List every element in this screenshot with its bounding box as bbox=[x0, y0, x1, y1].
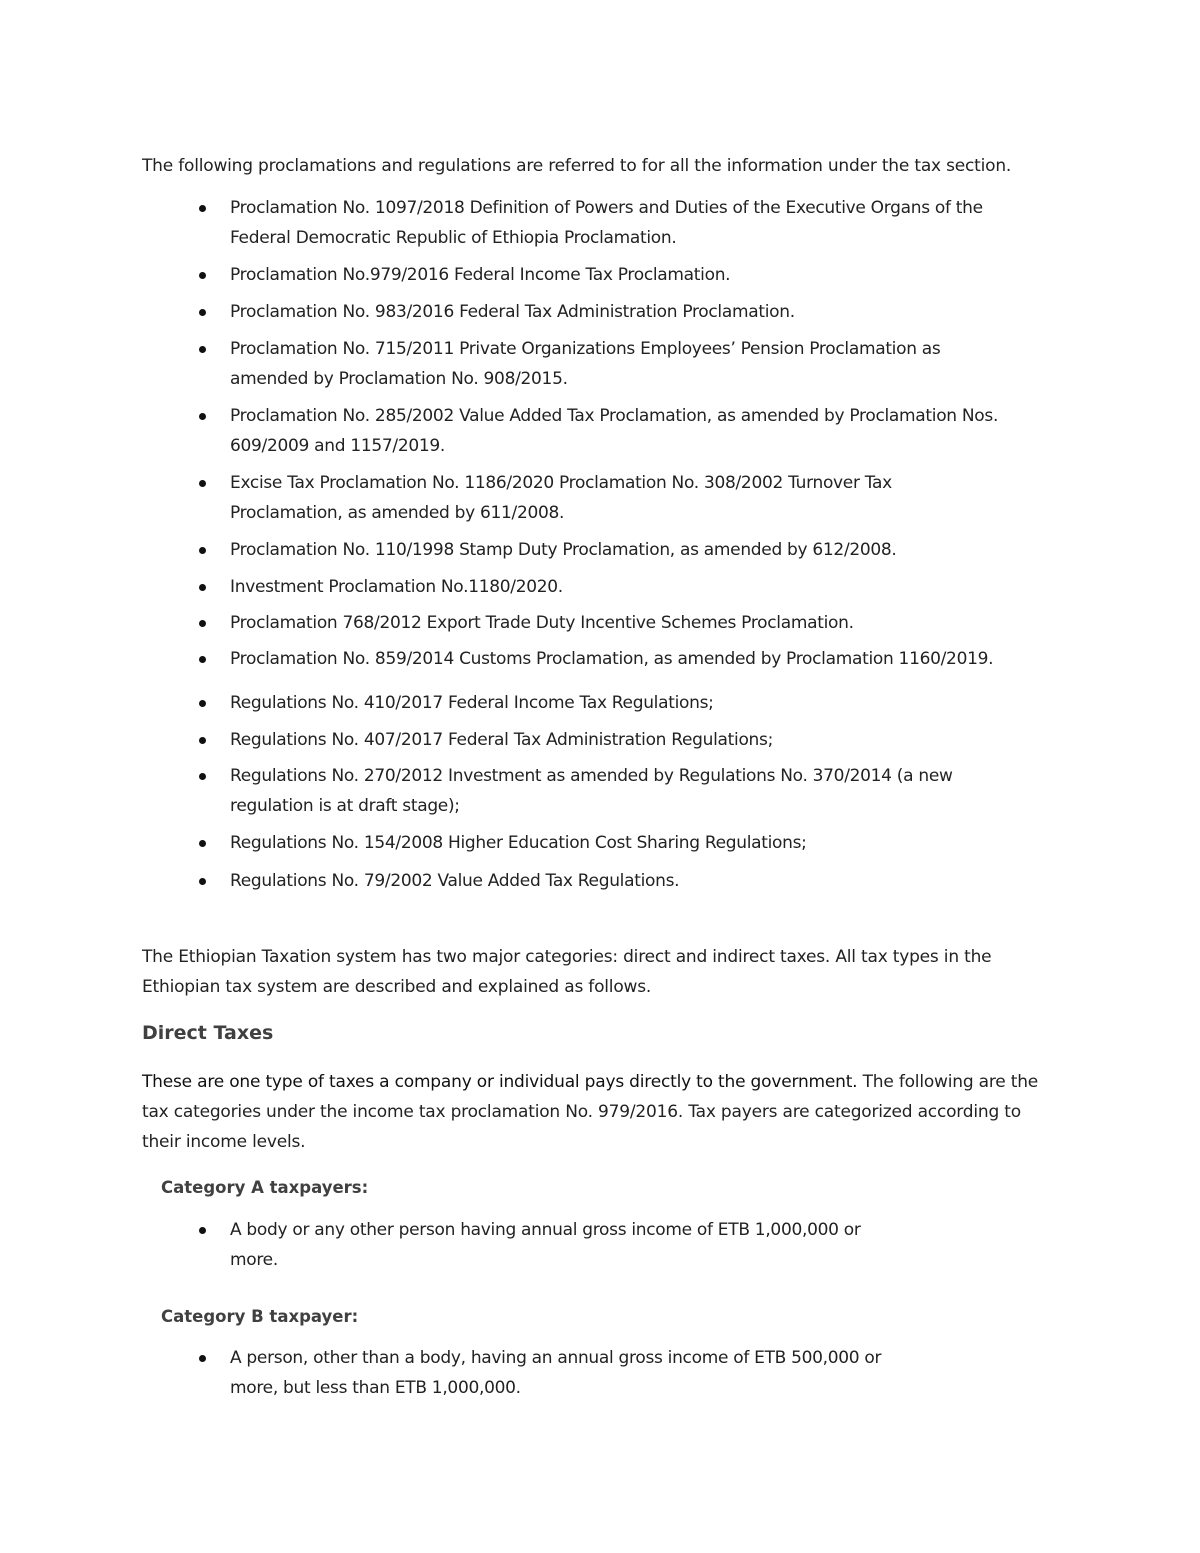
document-page: The following proclamations and regulations are referred to for all the information under the tax section. Proclamation No. 1097/2018 Definition of Powers and Duties of the Executive Organs of the Federal Democratic Republic of Ethiopia Proclamation. Proclamation No.979/2016 Federal Income Tax Proclamation. Proclamation No. 983/2016 Federal Tax Administration Proclamation. Proclamation No. 715/2011 Private Organizations Employees’ Pension Proclamation as amended by Proclamation No. 908/2015. Proclamation No. 285/2002 Value Added Tax Proclamation, as amended by Proclamation Nos. 609/2009 and 1157/2019. Excise Tax Proclamation No. 1186/2020 Proclamation No. 308/2002 Turnover Tax Proclamation, as amended by 611/2008. Proclamation No. 110/1998 Stamp Duty Proclamation, as amended by 612/2008. Investment Proclamation No.1180/2020. Proclamation 768/2012 Export Trade Duty Incentive Schemes Proclamation. Proclamation No. 859/2014 Customs Proclamation, as amended by Proclamation 1160/2019. Regulations No. 410/2017 Federal Income Tax Regulations; Regulations No. 407/2017 Federal Tax Administration Regulations; Regulations No. 270/2012 Investment as amended by Regulations No. 370/2014 (a new regulation is at draft stage); Regulations No. 154/2008 Higher Education Cost Sharing Regulations; Regulations No. 79/2002 Value Added Tax Regulations. The Ethiopian Taxation system has two major categories: direct and indirect taxes. All tax types in the Ethiopian tax system are described and explained as follows. Direct Taxes These are one type of taxes a company or individual pays directly to the government. The following are the tax categories under the income tax proclamation No. 979/2016. Tax payers are categorized according to their income levels. Category A taxpayers: A body or any other person having annual gross income of ETB 1,000,000 or more. Category B taxpayer: A person, other than a body, having an annual gross income of ETB 500,000 or more, but less than ETB 1,000,000. bbox=[0, 0, 1200, 1553]
intro-paragraph: The following proclamations and regulations are referred to for all the information under the tax section. bbox=[142, 156, 1012, 176]
category-a-heading: Category A taxpayers: bbox=[161, 1178, 369, 1197]
direct-taxes-description: The following are the tax categories under the income tax proclamation No. 979/2016. Tax payers are categorized according to their income levels. bbox=[142, 1072, 1039, 1152]
bullet-icon bbox=[199, 840, 206, 847]
bullet-icon bbox=[199, 480, 206, 487]
bullet-icon bbox=[199, 620, 206, 627]
bullet-icon bbox=[199, 656, 206, 663]
bullet-icon bbox=[199, 272, 206, 279]
taxation-system-paragraph: The Ethiopian Taxation system has two major categories: direct and indirect taxes. All tax types in the Ethiopian tax system are described and explained as follows. bbox=[142, 947, 992, 997]
category-b-heading: Category B taxpayer: bbox=[161, 1307, 359, 1326]
direct-taxes-definition: These are one type of taxes a company or individual pays directly to the government. bbox=[142, 1072, 858, 1092]
bullet-icon bbox=[199, 700, 206, 707]
direct-taxes-heading: Direct Taxes bbox=[142, 1022, 274, 1044]
bullet-icon bbox=[199, 413, 206, 420]
bullet-icon bbox=[199, 547, 206, 554]
direct-taxes-paragraph bbox=[142, 1067, 1052, 1157]
bullet-icon bbox=[199, 584, 206, 591]
bullet-icon bbox=[199, 878, 206, 885]
bullet-icon bbox=[199, 1227, 206, 1234]
bullet-icon bbox=[199, 737, 206, 744]
bullet-icon bbox=[199, 346, 206, 353]
bullet-icon bbox=[199, 773, 206, 780]
bullet-icon bbox=[199, 1355, 206, 1362]
bullet-icon bbox=[199, 309, 206, 316]
bullet-icon bbox=[199, 205, 206, 212]
